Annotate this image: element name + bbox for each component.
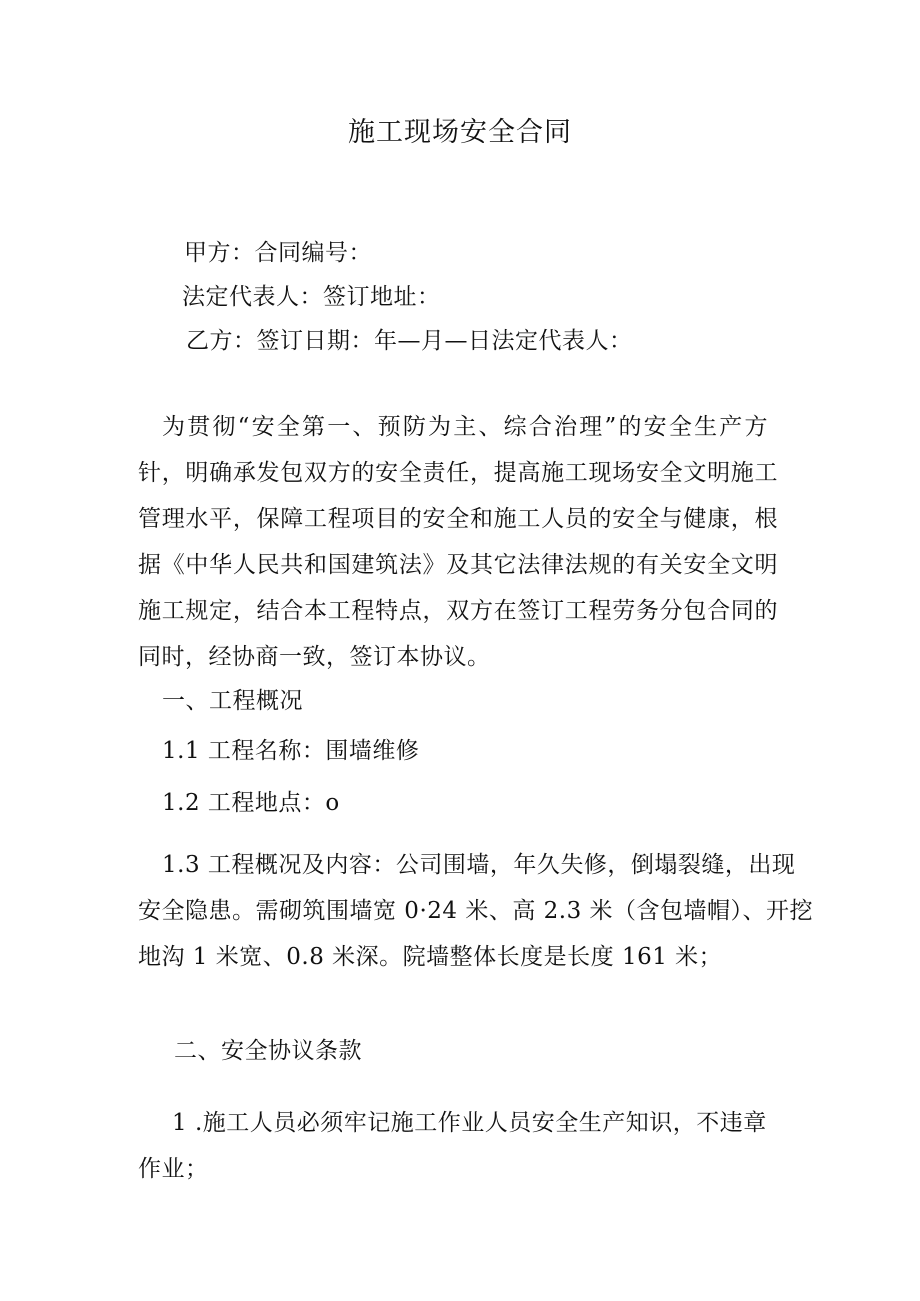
section-1-item-3-line-2: 安全隐患。需砌筑围墙宽 0·24 米、高 2.3 米（含包墙帽）、开挖 bbox=[138, 898, 814, 924]
legal-rep-line: 法定代表人：签订地址： bbox=[182, 284, 441, 310]
section-1-item-1: 1.1 工程名称：围墙维修 bbox=[162, 738, 420, 764]
preamble-line-5: 施工规定，结合本工程特点，双方在签订工程劳务分包合同的 bbox=[138, 598, 778, 624]
section-2-item-1-line-1: 1 .施工人员必须牢记施工作业人员安全生产知识，不违章 bbox=[172, 1110, 767, 1136]
preamble-line-4: 据《中华人民共和国建筑法》及其它法律法规的有关安全文明 bbox=[138, 552, 778, 578]
party-b-line: 乙方：签订日期：年—月—日法定代表人： bbox=[186, 328, 633, 354]
section-1-item-3-line-3: 地沟 1 米宽、0.8 米深。院墙整体长度是长度 161 米； bbox=[138, 944, 723, 970]
section-1-item-3-line-1: 1.3 工程概况及内容：公司围墙，年久失修，倒塌裂缝，出现 bbox=[162, 852, 796, 878]
section-2-heading: 二、安全协议条款 bbox=[174, 1038, 362, 1064]
preamble-line-3: 管理水平，保障工程项目的安全和施工人员的安全与健康，根 bbox=[138, 506, 778, 532]
section-1-heading: 一、工程概况 bbox=[162, 688, 303, 714]
preamble-line-6: 同时，经协商一致，签订本协议。 bbox=[138, 644, 491, 670]
preamble-line-1: 为贯彻“安全第一、预防为主、综合治理”的安全生产方 bbox=[162, 414, 768, 440]
party-a-line: 甲方：合同编号： bbox=[184, 240, 372, 266]
preamble-line-2: 针，明确承发包双方的安全责任，提高施工现场安全文明施工 bbox=[138, 460, 778, 486]
section-2-item-1-line-2: 作业； bbox=[138, 1156, 209, 1182]
section-1-item-2: 1.2 工程地点：o bbox=[162, 790, 340, 816]
document-title: 施工现场安全合同 bbox=[348, 117, 572, 148]
